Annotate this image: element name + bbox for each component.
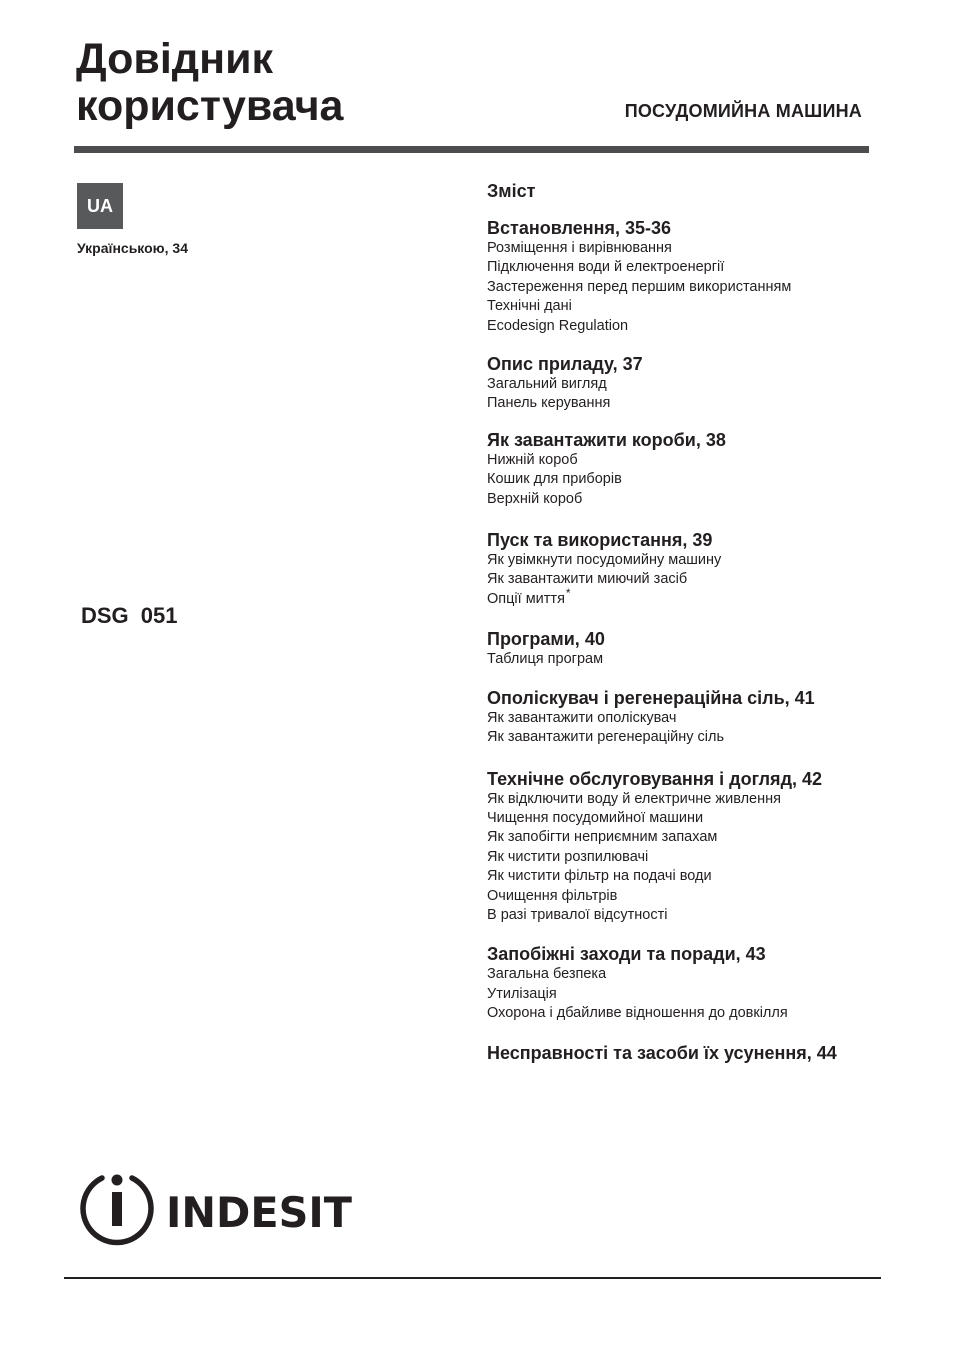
- toc-item: [487, 586, 907, 609]
- toc-item-text: Таблиця програм: [487, 651, 604, 668]
- footer-divider: [64, 1277, 881, 1279]
- toc-item: [487, 828, 907, 847]
- toc-item: [487, 551, 907, 570]
- toc-item-text: В разі тривалої відсутності: [487, 906, 668, 923]
- toc-item-text: Як завантажити ополіскувач: [487, 709, 677, 726]
- toc-section-items: [487, 375, 907, 414]
- toc-item-text: Загальна безпека: [487, 966, 607, 983]
- toc-section-items: [487, 790, 907, 926]
- toc-section-heading: Технічне обслуговування і догляд, 42: [487, 768, 823, 789]
- toc-section-heading: Пуск та використання, 39: [487, 530, 713, 551]
- toc-section-heading: Як завантажити короби, 38: [487, 429, 726, 450]
- toc-item: [487, 906, 907, 925]
- footnote-mark: *: [565, 586, 571, 601]
- toc-section: [487, 769, 907, 926]
- toc-item-text: Як завантажити регенераційну сіль: [487, 729, 725, 746]
- toc-item-text: Розміщення і вирівнювання: [487, 240, 672, 256]
- toc-item-text: Застереження перед першим використанням: [487, 278, 792, 295]
- toc-section: [487, 530, 907, 609]
- toc-section: [487, 688, 907, 748]
- toc-item: [487, 317, 907, 336]
- toc-item-text: Очищення фільтрів: [487, 887, 618, 904]
- language-label: Українською, 34: [77, 240, 188, 256]
- toc-section-heading: Опис приладу, 37: [487, 354, 643, 375]
- toc-item-text: Нижній короб: [487, 451, 578, 468]
- toc-item-text: Верхній короб: [487, 490, 583, 507]
- toc-item-text: Як увімкнути посудомийну машину: [487, 552, 722, 569]
- toc-section-heading: Програми, 40: [487, 629, 605, 650]
- toc-item: [487, 728, 907, 747]
- toc-item-text: Як завантажити миючий засіб: [487, 571, 688, 588]
- toc-section-items: [487, 551, 907, 609]
- toc-section: [487, 430, 907, 509]
- toc-section-heading: Запобіжні заходи та поради, 43: [487, 944, 766, 965]
- logo-wordmark: INDESIT: [166, 1188, 353, 1237]
- toc-item: [487, 278, 907, 297]
- page-title-line-1: Довідник: [76, 35, 274, 83]
- product-type: ПОСУДОМИЙНА МАШИНА: [624, 101, 862, 121]
- toc-item-text: Технічні дані: [487, 298, 572, 315]
- toc-item: [487, 650, 907, 669]
- toc-item: [487, 570, 907, 589]
- toc-item-text: Чищення посудомийної машини: [487, 809, 704, 826]
- toc-title: Зміст: [487, 181, 536, 201]
- toc-section: [487, 218, 907, 336]
- toc-item-text: Панель керування: [487, 395, 611, 412]
- toc-item: [487, 790, 907, 809]
- toc-section-heading: Ополіскувач і регенераційна сіль, 41: [487, 687, 815, 708]
- toc-item-text: Кошик для приборів: [487, 471, 622, 488]
- toc-item-text: Опції миття: [487, 590, 565, 607]
- indesit-logo: [80, 1170, 354, 1246]
- toc-section: [487, 629, 907, 669]
- model-number: DSG 051: [81, 603, 178, 628]
- toc-item: [487, 809, 907, 828]
- toc-section-items: [487, 239, 907, 336]
- toc-item-text: Підключення води й електроенергії: [487, 259, 725, 276]
- header-divider: [74, 146, 869, 153]
- toc-section-heading: Несправності та засоби їх усунення, 44: [487, 1042, 837, 1063]
- toc-item: [487, 867, 907, 886]
- toc-item-text: Як відключити воду й електричне живлення: [487, 790, 781, 807]
- indesit-circle-i-icon: [83, 1175, 151, 1243]
- toc-item-text: Загальний вигляд: [487, 376, 607, 393]
- page-title-line-2: користувача: [76, 82, 344, 130]
- toc-item: [487, 239, 907, 258]
- toc-section-items: [487, 709, 907, 748]
- toc-item: [487, 470, 907, 489]
- toc-section-items: [487, 965, 907, 1023]
- toc-item: [487, 375, 907, 394]
- toc-item: [487, 887, 907, 906]
- toc-item: [487, 258, 907, 277]
- toc-section-items: [487, 650, 907, 669]
- toc-section: [487, 354, 907, 414]
- toc-item-text: Як запобігти неприємним запахам: [487, 829, 718, 846]
- table-of-contents: [487, 180, 907, 1064]
- toc-item-text: Утилізація: [487, 985, 557, 1002]
- toc-item: [487, 297, 907, 316]
- toc-item-text: Охорона і дбайливе відношення до довкілля: [487, 1005, 788, 1022]
- toc-section: [487, 1043, 907, 1064]
- toc-item-text: Як чистити фільтр на подачі води: [487, 868, 712, 885]
- toc-item: [487, 848, 907, 867]
- language-badge: UA: [77, 183, 123, 229]
- toc-item: [487, 490, 907, 509]
- toc-section-items: [487, 451, 907, 509]
- toc-item: [487, 965, 907, 984]
- toc-section-heading: Встановлення, 35-36: [487, 218, 672, 238]
- toc-sections: [487, 218, 907, 1064]
- toc-item: [487, 451, 907, 470]
- toc-item: [487, 1004, 907, 1023]
- toc-item: [487, 709, 907, 728]
- toc-item-text: Як чистити розпилювачі: [487, 848, 649, 865]
- toc-item: [487, 394, 907, 413]
- page-title: [76, 36, 343, 130]
- toc-item-text: Ecodesign Regulation: [487, 317, 629, 334]
- toc-item: [487, 985, 907, 1004]
- toc-section: [487, 944, 907, 1023]
